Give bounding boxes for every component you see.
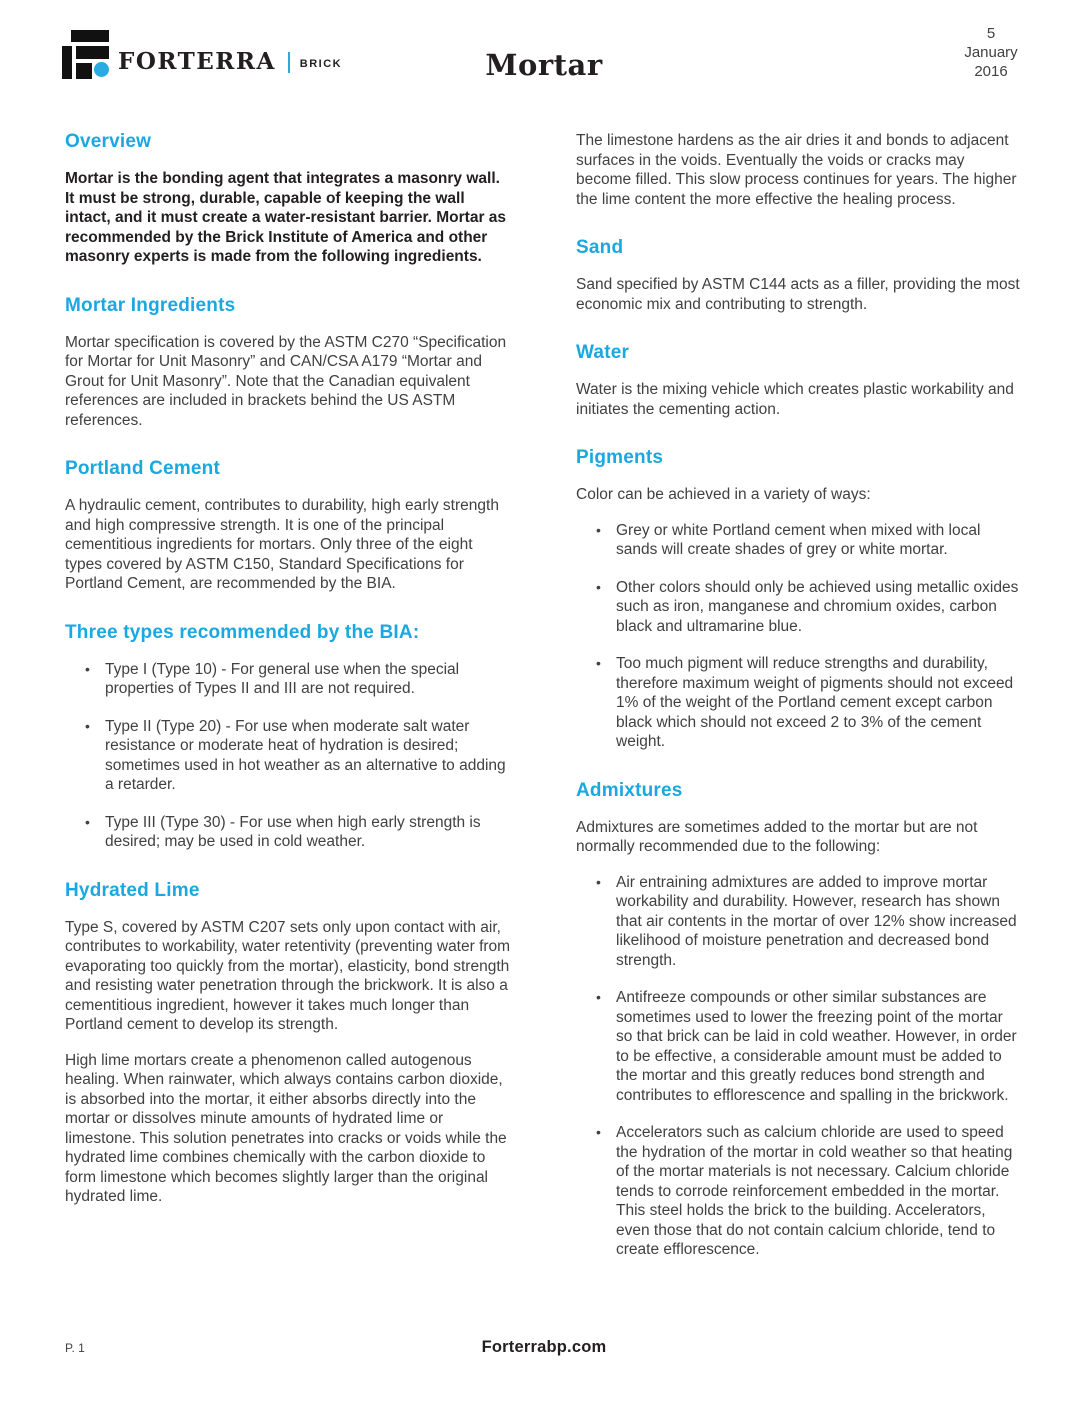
date-day: 5 [986, 25, 996, 42]
right-column [576, 131, 1023, 1276]
list-item: • Grey or white Portland cement when mixed with local sands will create shades of grey or white mortar. [594, 521, 1023, 560]
section-heading-water: Water [576, 342, 630, 363]
section-heading-pigments: Pigments [576, 447, 664, 468]
portland-cement-paragraph: A hydraulic cement, contributes to durability, high early strength and high compressive strength. It is one of the principal cementitious ingredients for mortars. Only three of the eight types covered by ASTM C150, Standard Specifications for Portland Cement, are recommended by the BIA. [65, 497, 499, 592]
list-item: • Other colors should only be achieved using metallic oxides such as iron, manganese and chromium oxides, carbon black and ultramarine blue. [594, 578, 1023, 637]
date-year: 2016 [974, 63, 1008, 80]
page-header [0, 0, 1088, 110]
section-heading-three-types: Three types recommended by the BIA: [65, 621, 420, 643]
pigments-intro-paragraph: Color can be achieved in a variety of ways: [576, 486, 871, 503]
section-heading-sand: Sand [576, 237, 624, 258]
page-title: Mortar [485, 48, 603, 82]
list-item: • Type I (Type 10) - For general use when the special properties of Types II and III are not required. [83, 660, 512, 699]
pigments-list [576, 521, 1023, 752]
cement-types-list [65, 660, 512, 852]
section-heading-hydrated-lime: Hydrated Lime [65, 879, 200, 901]
brand-sub-label: BRICK [299, 58, 343, 70]
brand-wordmark: FORTERRA [118, 48, 276, 75]
hydrated-lime-paragraph-1: Type S, covered by ASTM C207 sets only upon contact with air, contributes to workability, water retentivity (preventing water from evaporating too quickly from the mortar), elasticity, bond strength and resisting water penetration through the brickwork. It is also a cementitious ingredient, however it takes much longer than Portland cement to develop its strength. [65, 918, 511, 1033]
section-heading-portland-cement: Portland Cement [65, 458, 221, 479]
admixtures-intro-paragraph: Admixtures are sometimes added to the mortar but are not normally recommended due to the following: [576, 818, 978, 855]
hydrated-lime-paragraph-2: High lime mortars create a phenomenon called autogenous healing. When rainwater, which always contains carbon dioxide, is absorbed into the mortar, it either absorbs directly into the mortar or dissolves minute amounts of hydrated lime or limestone. This solution penetrates into cracks or voids while the hydrated lime combines chemically with the carbon dioxide to form limestone which becomes slightly larger than the original hydrated lime. [65, 1051, 507, 1205]
footer-website: Forterrabp.com [481, 1338, 607, 1356]
list-item: • Air entraining admixtures are added to improve mortar workability and durability. However, research has shown that air contents in the mortar of over 12% show increased likelihood of moisture penetration and decreased bond strength. [594, 873, 1023, 971]
list-item: • Too much pigment will reduce strengths and durability, therefore maximum weight of pigments should not exceed 1% of the weight of the Portland cement except carbon black which should not exceed 2 to 3% of the cement weight. [594, 654, 1023, 752]
list-item: • Type II (Type 20) - For use when moderate salt water resistance or moderate heat of hydration is desired; sometimes used in hot weather as an alternative to adding a retarder. [83, 717, 512, 795]
sand-paragraph: Sand specified by ASTM C144 acts as a filler, providing the most economic mix and contributing to strength. [576, 276, 1020, 313]
list-item: • Type III (Type 30) - For use when high early strength is desired; may be used in cold weather. [83, 813, 512, 852]
section-heading-overview: Overview [65, 131, 152, 152]
overview-lead-paragraph: Mortar is the bonding agent that integrates a masonry wall. It must be strong, durable, capable of keeping the wall intact, and it must create a water-resistant barrier. Mortar as recommended by the Brick Institute of America and other masonry experts is made from the following ingredients. [65, 170, 507, 265]
hydrated-lime-continued-paragraph: The limestone hardens as the air dries it and bonds to adjacent surfaces in the voids. Eventually the voids or cracks may become filled. This slow process continues for years. The higher the lime content the more effective the healing process. [576, 132, 1017, 208]
mortar-ingredients-paragraph: Mortar specification is covered by the ASTM C270 “Specification for Mortar for Unit Masonry” and CAN/CSA A179 “Mortar and Grout for Unit Masonry”. Note that the Canadian equivalent references are included in brackets behind the US ASTM references. [65, 333, 507, 429]
list-item: • Antifreeze compounds or other similar substances are sometimes used to lower the freezing point of the mortar so that brick can be laid in cold weather. However, in order to be effective, a considerable amount must be added to the mortar and this greatly reduces bond strength and contributes to efflorescence and spalling in the brickwork. [594, 988, 1023, 1105]
section-heading-mortar-ingredients: Mortar Ingredients [65, 294, 236, 316]
list-item: • Accelerators such as calcium chloride are used to speed the hydration of the mortar in cold weather so that heating of the mortar materials is not necessary. Calcium chloride tends to corrode reinforcement embedded in the mortar. This steel holds the brick to the building. Accelerators, even those that do not contain calcium chloride, tend to create efflorescence. [594, 1123, 1023, 1260]
section-heading-admixtures: Admixtures [576, 779, 683, 801]
admixtures-list [576, 873, 1023, 1260]
content-columns [65, 131, 1023, 1276]
water-paragraph: Water is the mixing vehicle which creates plastic workability and initiates the cementing action. [576, 381, 1014, 418]
date-month: January [964, 44, 1018, 61]
date-block [956, 24, 1026, 81]
footer-page-number: P. 1 [65, 1341, 85, 1355]
left-column [65, 131, 512, 1276]
